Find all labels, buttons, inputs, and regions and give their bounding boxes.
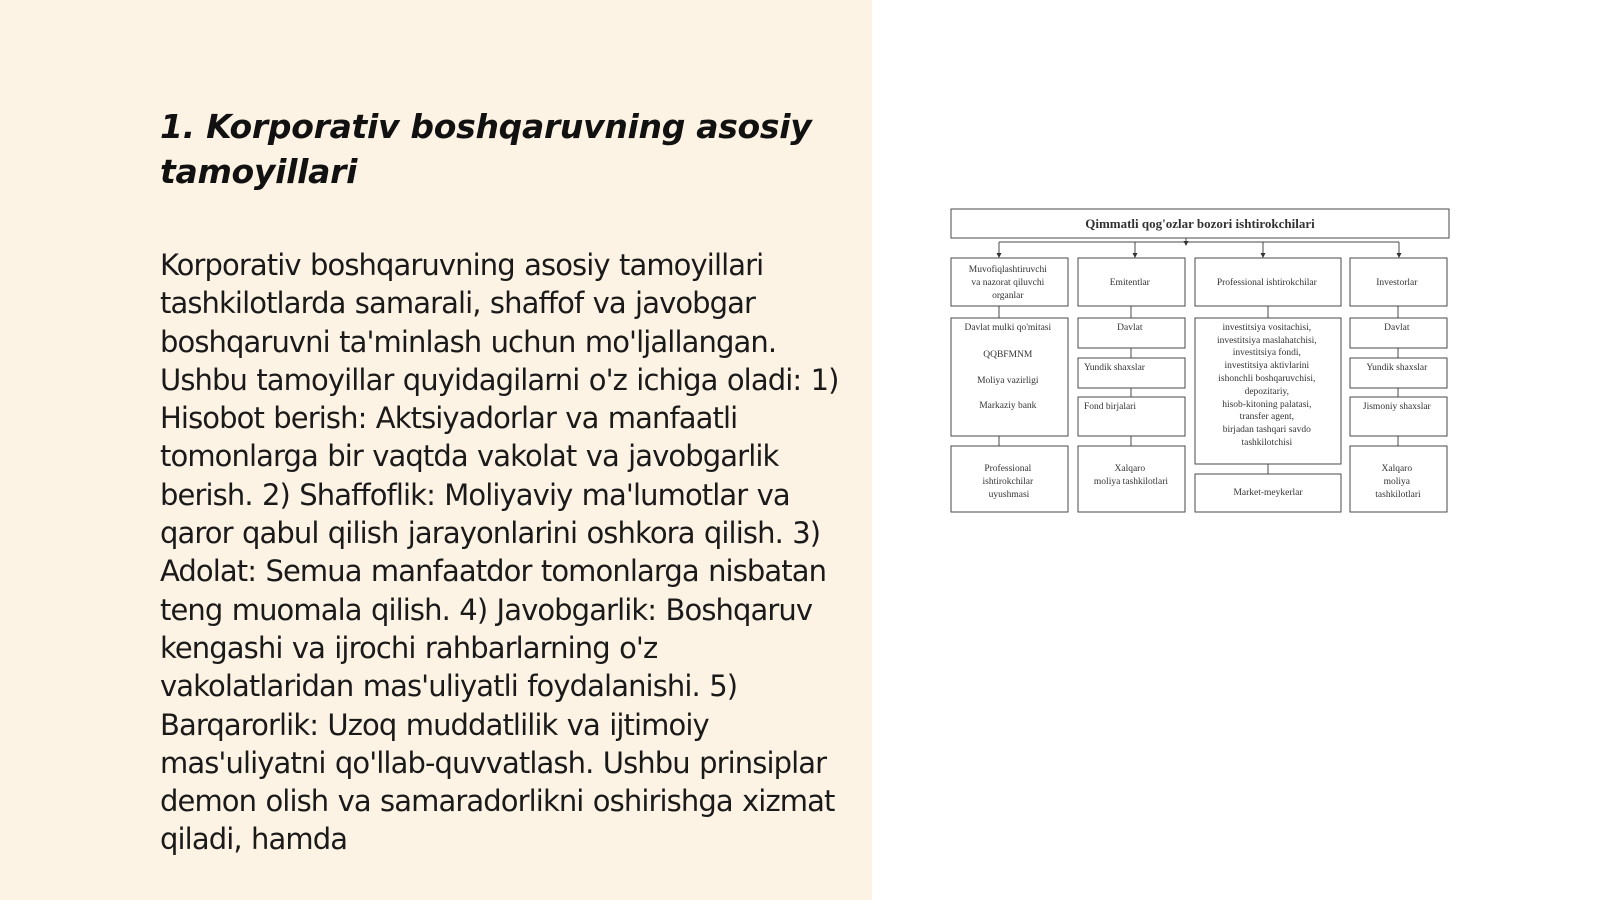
slide-title: 1. Korporativ boshqaruvning asosiy tamoyillari bbox=[160, 107, 812, 191]
diagram-title: Qimmatli qog'ozlar bozori ishtirokchilari bbox=[1085, 216, 1315, 231]
market-participants-diagram bbox=[948, 206, 1452, 514]
diagram-group-text: birjadan tashqari savdo bbox=[1222, 425, 1311, 435]
diagram-group-text: tashkilotchisi bbox=[1241, 438, 1293, 448]
diagram-header-text: Professional ishtirokchilar bbox=[1216, 278, 1317, 288]
diagram-bottom-text: Market-meykerlar bbox=[1233, 488, 1303, 498]
diagram-bottom-text: ishtirokchilar bbox=[982, 477, 1034, 487]
diagram-bottom-text: Professional bbox=[984, 464, 1032, 474]
diagram-group-text: investitsiya maslahatchisi, bbox=[1216, 336, 1317, 346]
diagram-item-text: Yundik shaxslar bbox=[1084, 363, 1145, 373]
diagram-bottom-text: moliya tashkilotlari bbox=[1093, 477, 1169, 487]
diagram-header-text: Muvofiqlashtiruvchi bbox=[968, 265, 1047, 275]
diagram-group-text: depozitariy, bbox=[1244, 387, 1290, 397]
diagram-bottom-text: uyushmasi bbox=[988, 490, 1030, 500]
diagram-group-text: transfer agent, bbox=[1239, 412, 1294, 422]
diagram-item-text: Jismoniy shaxslar bbox=[1362, 402, 1431, 412]
diagram-item-text: Davlat bbox=[1117, 323, 1143, 333]
diagram-item-text: Fond birjalari bbox=[1084, 402, 1136, 412]
diagram-group-text: Moliya vazirligi bbox=[977, 376, 1039, 386]
diagram-header-text: Investorlar bbox=[1376, 278, 1418, 288]
diagram-header-text: va nazorat qiluvchi bbox=[971, 278, 1045, 288]
slide-body-text: Korporativ boshqaruvning asosiy tamoyillari tashkilotlarda samarali, shaffof va javobgar boshqaruvni ta'minlash uchun mo'ljallangan. Ushbu tamoyillar quyidagilarni o'z ichiga oladi: 1) Hisobot berish: Aktsiyadorlar va manfaatli tomonlarga bir vaqtda vakolat va javobgarlik berish. 2) Shaffoflik: Moliyaviy ma'lumotlar va qaror qabul qilish jarayonlarini oshkora qilish. 3) Adolat: Semua manfaatdor tomonlarga nisbatan teng muomala qilish. 4) Javobgarlik: Boshqaruv kengashi va ijrochi rahbarlarning o'z vakolatlaridan mas'uliyatli foydalanishi. 5) Barqarorlik: Uzoq muddatlilik va ijtimoiy mas'uliyatni qo'llab-quvvatlash. Ushbu prinsiplar demon olish va samaradorlikni oshirishga xizmat qiladi, hamda bbox=[160, 248, 839, 857]
diagram-bottom-text: tashkilotlari bbox=[1375, 490, 1421, 500]
diagram-group-text: QQBFMNM bbox=[983, 350, 1033, 360]
diagram-header-text: organlar bbox=[992, 291, 1024, 301]
diagram-item-text: Yundik shaxslar bbox=[1366, 363, 1428, 373]
diagram-group-text: investitsiya fondi, bbox=[1232, 348, 1301, 358]
diagram-bottom-text: Xalqaro bbox=[1114, 464, 1146, 474]
diagram-svg bbox=[948, 206, 1452, 514]
diagram-bottom-text: moliya bbox=[1383, 477, 1411, 487]
diagram-group-text: Markaziy bank bbox=[979, 401, 1037, 411]
diagram-group-text: investitsiya aktivlarini bbox=[1224, 361, 1310, 371]
diagram-group-text: Davlat mulki qo'mitasi bbox=[964, 323, 1052, 333]
diagram-item-text: Davlat bbox=[1384, 323, 1410, 333]
diagram-header-text: Emitentlar bbox=[1109, 278, 1150, 288]
diagram-arrowheads bbox=[997, 241, 1402, 258]
diagram-bottom-text: Xalqaro bbox=[1381, 464, 1413, 474]
diagram-group-text: investitsiya vositachisi, bbox=[1222, 323, 1312, 333]
diagram-group-text: ishonchli boshqaruvchisi, bbox=[1218, 374, 1316, 384]
diagram-group-text: hisob-kitoning palatasi, bbox=[1222, 400, 1312, 410]
